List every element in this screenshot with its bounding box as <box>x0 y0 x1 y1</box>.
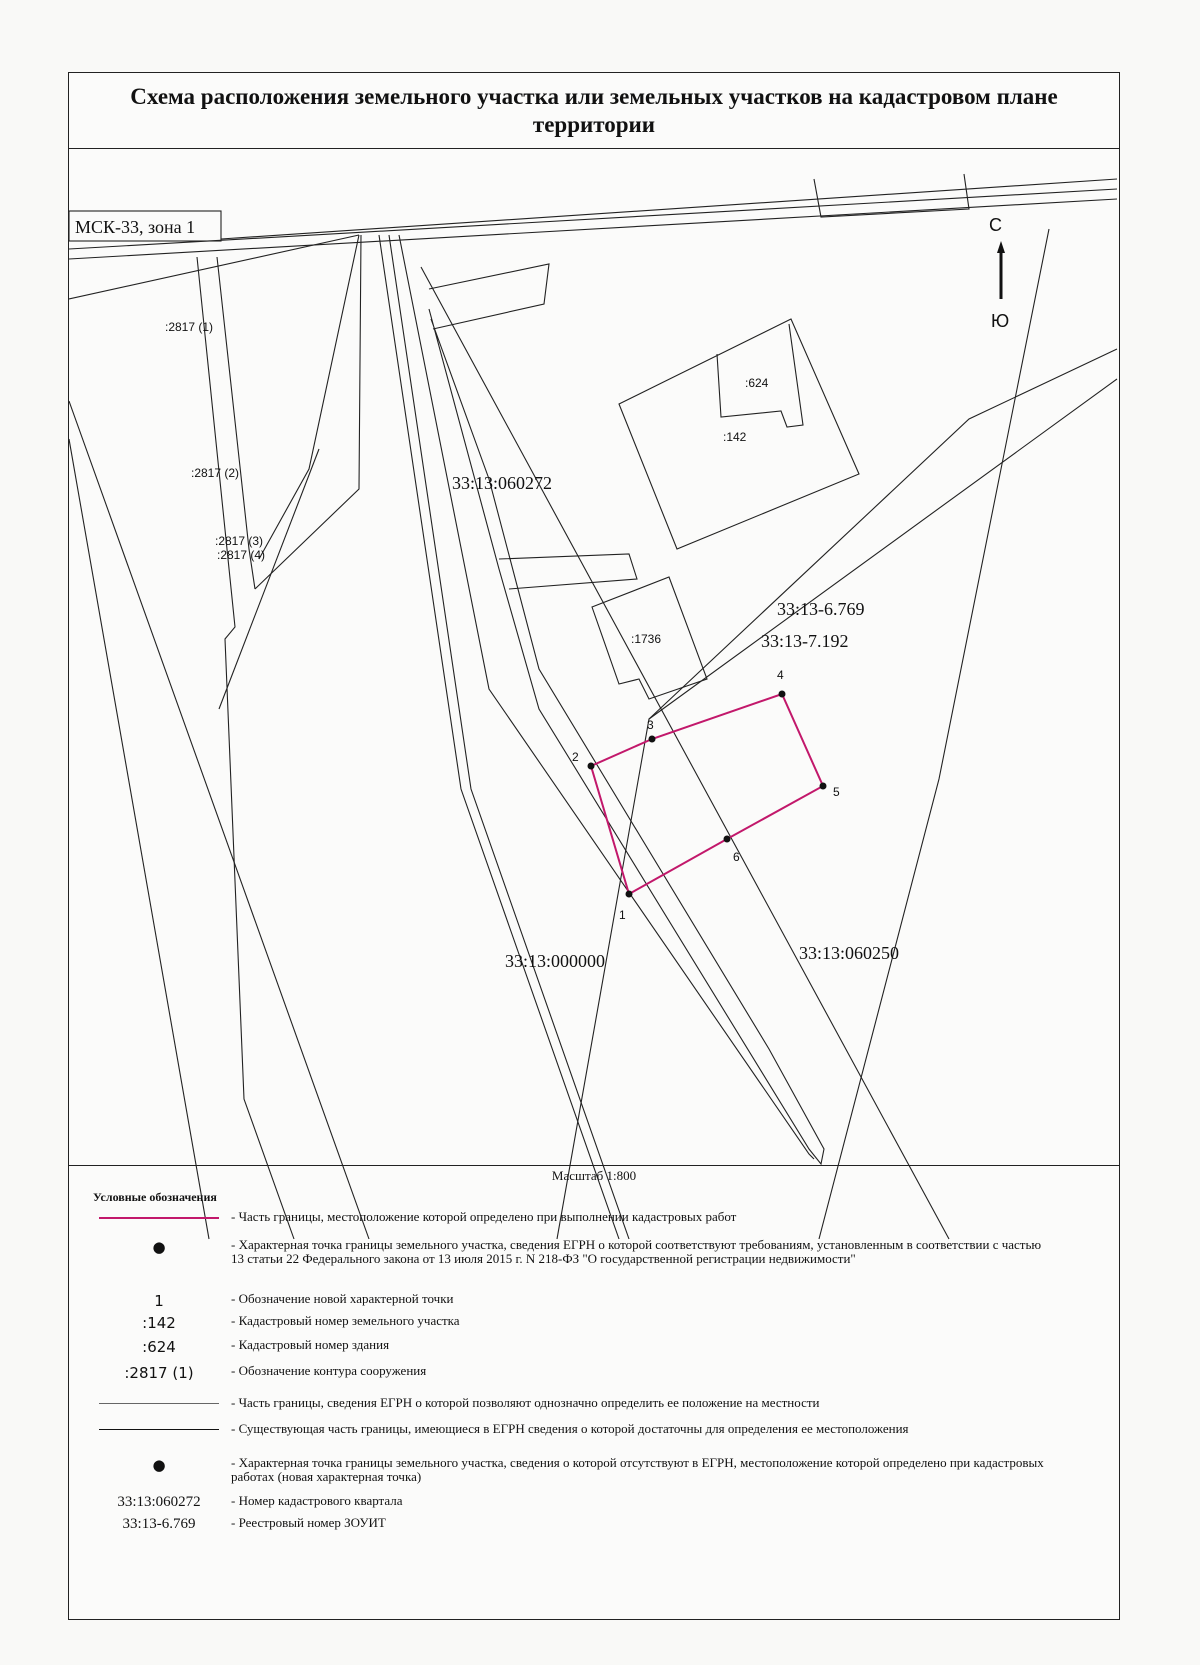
road-line-top <box>221 179 1117 239</box>
point-label-3: 3 <box>647 718 654 732</box>
road-loop-mid <box>499 554 637 589</box>
magenta-line-symbol <box>99 1217 219 1219</box>
coord-system-label: МСК-33, зона 1 <box>75 217 196 237</box>
label-2817-3: :2817 (3) <box>215 534 264 548</box>
page-title: Схема расположения земельного участка или земельных участков на кадастровом плане территории <box>130 83 1058 137</box>
contour-2817-diag <box>219 449 319 709</box>
road-line-top-2 <box>69 189 1117 249</box>
point-label-2: 2 <box>572 750 579 764</box>
point-1 <box>626 891 633 898</box>
label-zouit-6769: 33:13-6.769 <box>777 599 865 619</box>
boundary-long-left <box>69 401 369 1239</box>
north-label: С <box>989 215 1002 235</box>
north-arrow-icon <box>989 215 1009 331</box>
contour-2817-inner <box>259 235 359 559</box>
thin-line-symbol <box>99 1403 219 1404</box>
label-zouit-7192: 33:13-7.192 <box>761 631 849 651</box>
road-line-2 <box>389 235 629 1239</box>
label-quarter-060272: 33:13:060272 <box>452 473 553 493</box>
label-624: :624 <box>745 376 769 390</box>
label-142: :142 <box>723 430 747 444</box>
title-box <box>69 73 1119 149</box>
label-2817-2: :2817 (2) <box>191 466 240 480</box>
cadastral-map <box>69 149 1119 1241</box>
point-6 <box>724 836 731 843</box>
boundary-long-left-2 <box>69 439 209 1239</box>
label-2817-1: :2817 (1) <box>165 320 214 334</box>
label-1736: :1736 <box>631 632 662 646</box>
road-line-top-3 <box>69 199 1117 259</box>
label-2817-4: :2817 (4) <box>217 548 266 562</box>
point-symbol: ● <box>152 1238 166 1256</box>
south-label: Ю <box>991 311 1010 331</box>
point-label-5: 5 <box>833 785 840 799</box>
zouit-line-2 <box>649 349 1117 719</box>
legend-section: Масштаб 1:800 Условные обозначения - Часть границы, местоположение которой определено при выполнении кадастровых работ ● - Характерная точка границы земельного участка, сведения ЕГРН о которой соответствуют требованиям, установленным в соответствии с частью 13 статьи 22 Федерального закона от 13 июля 2015 г. N 218-ФЗ "О государственной регистрации недвижимости" 1 - Обозначение новой характерной точки :142 - Кадастровый номер земельного участка :624 - Кадастровый номер здания :2817 (1) - Обозначение контура сооружения - Часть границы, сведения ЕГРН о которой позволяют однозначно определить ее положение на местности - Существующая часть границы, имеющиеся в ЕГРН сведения о которой достаточны для определения ее местоположения ● - Характерная точка границы земельного участка, сведения о которой отсутствуют в ЕГРН, местоположение которой определено при кадастровых работах (новая характерная точка) 33:13:060272 - Номер кадастрового квартала 33:13-6.769 - Реестровый номер ЗОУИТ <box>69 1165 1119 1619</box>
boundary-diag-1 <box>421 267 949 1239</box>
map-area <box>69 149 1119 1241</box>
point-label-4: 4 <box>777 668 784 682</box>
point-4 <box>779 691 786 698</box>
new-point-symbol: ● <box>152 1456 166 1474</box>
cadastral-sheet <box>68 72 1120 1620</box>
point-3 <box>649 736 656 743</box>
point-label-6: 6 <box>733 850 740 864</box>
point-5 <box>820 783 827 790</box>
contour-2817-left <box>197 257 294 1239</box>
label-quarter-000000: 33:13:000000 <box>505 951 606 971</box>
boundary-line-nw <box>69 235 359 299</box>
legend-title: Условные обозначения <box>93 1190 217 1204</box>
thick-line-symbol <box>99 1429 219 1430</box>
label-quarter-060250: 33:13:060250 <box>799 943 900 963</box>
scale-label: Масштаб 1:800 <box>551 1168 637 1183</box>
road-line-1 <box>379 235 619 1239</box>
road-loop-upper <box>429 264 549 329</box>
point-label-1: 1 <box>619 908 626 922</box>
point-2 <box>588 763 595 770</box>
building-top <box>814 174 969 217</box>
contour-2817-right <box>255 235 361 589</box>
zouit-boundary-right <box>819 229 1049 1239</box>
zouit-line <box>557 379 1117 1239</box>
road-edge <box>429 309 824 1164</box>
